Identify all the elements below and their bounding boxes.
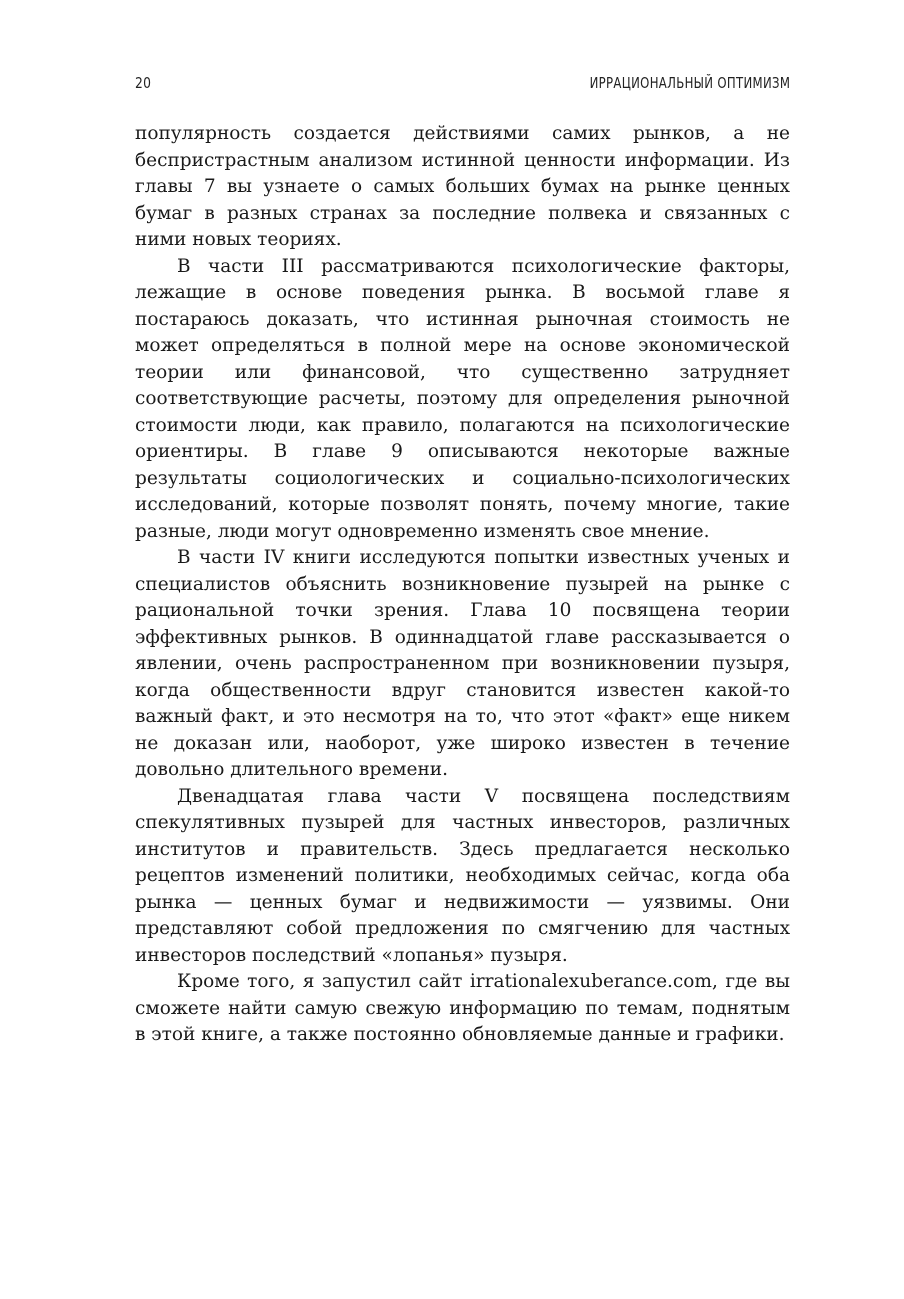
paragraph-website: Кроме того, я запустил сайт irrationalexuberance.com, где вы сможете найти самую свежую информацию по темам, поднятым в этой книге, а также постоянно обновляемые данные и графики. [135,971,790,1045]
running-head [135,74,790,98]
body-text [135,121,790,1049]
page-number: 20 [135,74,152,92]
paragraph-part-4: В части IV книги исследуются попытки известных ученых и специалистов объяснить возникновение пузырей на рынке с рациональной точки зрения. Глава 10 посвящена теории эффективных рынков. В одиннадцатой главе рассказывается о явлении, очень распространенном при возникновении пузыря, когда общественности вдруг становится известен какой-то важный факт, и это несмотря на то, что этот «факт» еще никем не доказан или, наоборот, уже широко известен в течение довольно длительного времени. [135,547,790,780]
paragraph-continuation: популярность создается действиями самих рынков, а не беспристрастным анализом истинной ценности информации. Из главы 7 вы узнаете о самых больших бумах на рынке ценных бумаг в разных странах за последние полвека и связанных с ними новых теориях. [135,123,790,250]
paragraph-part-3: В части III рассматриваются психологические факторы, лежащие в основе поведения рынка. В восьмой главе я постараюсь доказать, что истинная рыночная стоимость не может определяться в полной мере на основе экономической теории или финансовой, что существенно затрудняет соответствующие расчеты, поэтому для определения рыночной стоимости люди, как правило, полагаются на психологические ориентиры. В главе 9 описываются некоторые важные результаты социологических и социально-психологических исследований, которые позволят понять, почему многие, такие разные, люди могут одновременно изменять свое мнение. [135,255,790,542]
running-head-title: ИРРАЦИОНАЛЬНЫЙ ОПТИМИЗМ [589,74,790,92]
paragraph-part-5: Двенадцатая глава части V посвящена последствиям спекулятивных пузырей для частных инвесторов, различных институтов и правительств. Здесь предлагается несколько рецептов изменений политики, необходимых сейчас, когда оба рынка — ценных бумаг и недвижимости — уязвимы. Они представляют собой предложения по смягчению для частных инвесторов последствий «лопанья» пузыря. [135,785,790,966]
